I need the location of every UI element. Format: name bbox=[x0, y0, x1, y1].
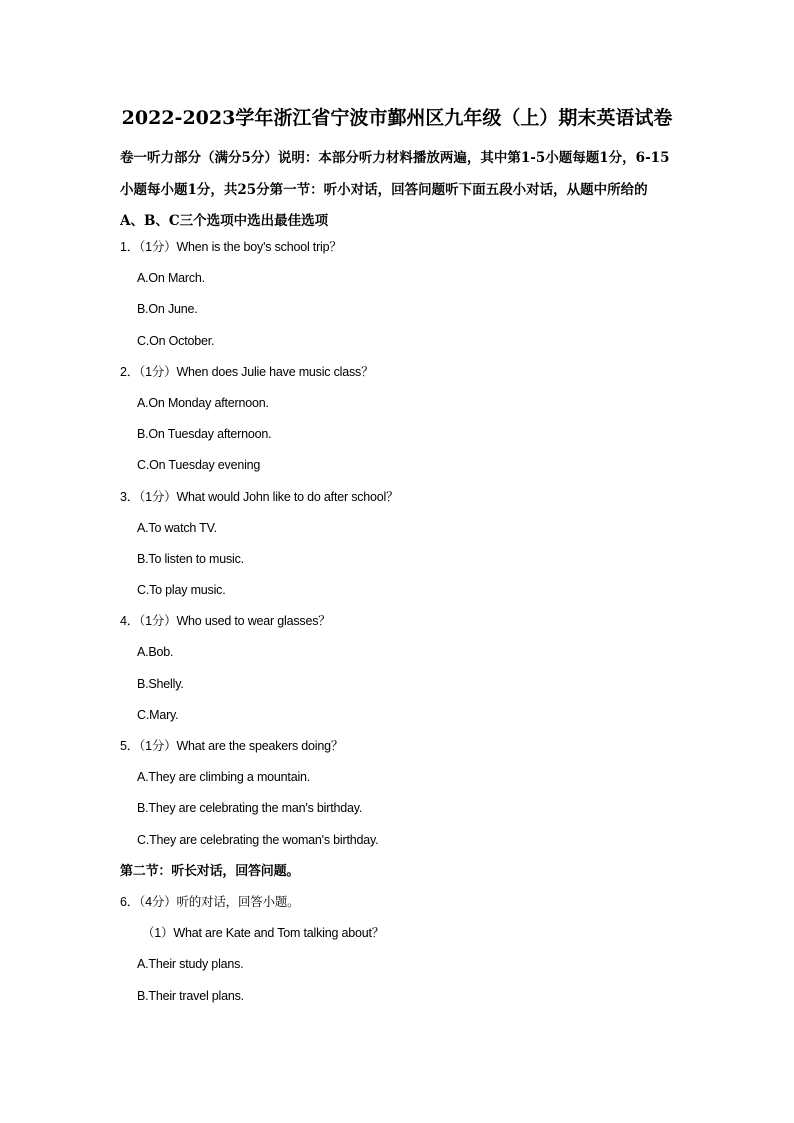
answer-option: A.To watch TV. bbox=[137, 520, 217, 535]
answer-option: B.They are celebrating the man's birthday. bbox=[137, 801, 363, 816]
answer-option: A.They are climbing a mountain. bbox=[137, 770, 311, 785]
answer-option: A.Their study plans. bbox=[137, 957, 244, 972]
answer-option: B.Their travel plans. bbox=[137, 988, 244, 1003]
question-stem: 3．（1分）What would John like to do after school？ bbox=[120, 489, 399, 504]
question-stem: 5．（1分）What are the speakers doing？ bbox=[120, 739, 344, 753]
answer-option: B.On Tuesday afternoon. bbox=[137, 427, 272, 442]
answer-option: C.On October. bbox=[137, 333, 215, 348]
answer-option: A.On Monday afternoon. bbox=[137, 395, 269, 410]
answer-option: B.To listen to music. bbox=[137, 551, 244, 566]
answer-option: C.They are celebrating the woman's birthday. bbox=[137, 832, 379, 847]
sub-question-stem: （1）What are Kate and Tom talking about？ bbox=[142, 926, 385, 941]
answer-option: A.Bob. bbox=[137, 645, 174, 660]
answer-option: C.To play music. bbox=[137, 583, 226, 598]
answer-option: B.Shelly. bbox=[137, 676, 184, 691]
section-instructions bbox=[120, 143, 678, 238]
instruction-line: 小题每小题1分，共25分第一节：听小对话，回答问题听下面五段小对话，从题中所给的 bbox=[120, 181, 648, 198]
instruction-line: 卷一听力部分（满分5分）说明：本部分听力材料播放两遍，其中第1-5小题每题1分，6-15 bbox=[120, 150, 670, 166]
question-stem: 6．（4分）听的对话，回答小题。 bbox=[120, 894, 300, 909]
answer-option: A.On March. bbox=[137, 271, 205, 286]
instruction-line: A、B、C三个选项中选出最佳选项 bbox=[120, 213, 329, 229]
question-list bbox=[120, 232, 680, 1012]
answer-option: C.On Tuesday evening bbox=[137, 458, 261, 473]
page-title: 2022-2023学年浙江省宁波市鄞州区九年级（上）期末英语试卷 bbox=[121, 107, 673, 129]
question-stem: 1．（1分）When is the boy's school trip？ bbox=[120, 240, 342, 254]
question-stem: 2．（1分）When does Julie have music class？ bbox=[120, 364, 374, 379]
answer-option: C.Mary. bbox=[137, 707, 179, 722]
answer-option: B.On June. bbox=[137, 302, 198, 317]
section-heading: 第二节：听长对话，回答问题。 bbox=[120, 863, 300, 879]
question-stem: 4．（1分）Who used to wear glasses？ bbox=[120, 614, 331, 629]
